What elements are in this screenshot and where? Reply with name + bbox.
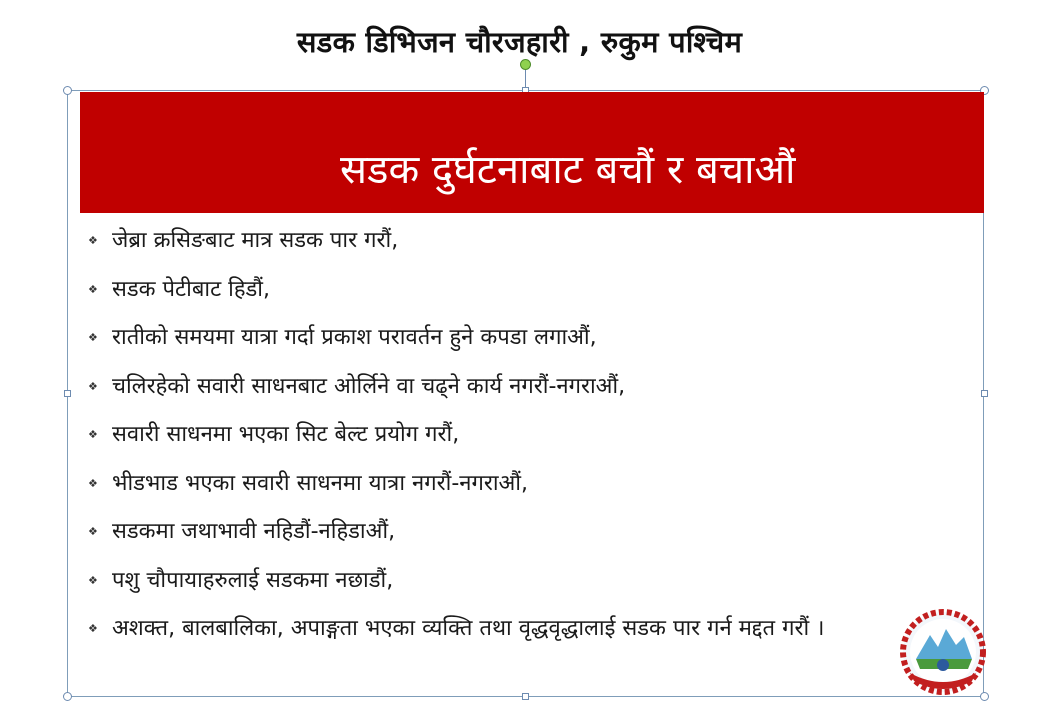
resize-handle-left[interactable]: [64, 390, 71, 397]
resize-handle-right[interactable]: [981, 390, 988, 397]
banner-title: सडक दुर्घटनाबाट बचौं र बचाऔं: [340, 147, 796, 193]
list-item: [88, 273, 824, 322]
list-item: [88, 321, 824, 370]
list-item-text: भीडभाड भएका सवारी साधनमा यात्रा नगरौं-नगराऔं,: [112, 470, 529, 496]
bullet-diamond-icon: ❖: [88, 331, 98, 344]
list-item-text: जेब्रा क्रसिङबाट मात्र सडक पार गरौं,: [112, 228, 399, 253]
list-item-text: अशक्त, बालबालिका, अपाङ्गता भएका व्यक्ति तथा वृद्धवृद्धालाई सडक पार गर्न मद्दत गरौं ।: [112, 616, 825, 641]
bullet-diamond-icon: ❖: [88, 379, 98, 393]
resize-handle-bottom[interactable]: [522, 693, 529, 700]
safety-tips-list: [88, 224, 824, 661]
bullet-diamond-icon: ❖: [88, 622, 98, 635]
bullet-diamond-icon: ❖: [88, 428, 98, 441]
list-item-text: सवारी साधनमा भएका सिट बेल्ट प्रयोग गरौं,: [112, 422, 460, 447]
list-item: [88, 564, 824, 613]
nepal-government-emblem-icon: [898, 607, 988, 697]
list-item-text: सडकमा जथाभावी नहिडौं-नहिडाऔं,: [112, 519, 396, 544]
list-item-text: चलिरहेको सवारी साधनबाट ओर्लिने वा चढ्ने कार्य नगरौं-नगराऔं,: [112, 373, 626, 399]
list-item: [88, 224, 824, 273]
list-item-text: रातीको समयमा यात्रा गर्दा प्रकाश परावर्तन हुने कपडा लगाऔं,: [112, 325, 597, 350]
list-item: [88, 612, 824, 661]
bullet-diamond-icon: ❖: [88, 573, 98, 587]
list-item-text: सडक पेटीबाट हिडौं,: [112, 276, 270, 302]
page-title: सडक डिभिजन चौरजहारी , रुकुम पश्चिम: [296, 25, 743, 59]
bullet-diamond-icon: ❖: [88, 282, 98, 296]
bullet-diamond-icon: ❖: [88, 476, 98, 490]
resize-handle-top-left[interactable]: [63, 86, 72, 95]
bullet-diamond-icon: ❖: [88, 525, 98, 538]
list-item-text: पशु चौपायाहरुलाई सडकमा नछाडौं,: [112, 567, 394, 593]
bullet-diamond-icon: ❖: [88, 234, 98, 247]
list-item: [88, 370, 824, 419]
resize-handle-bottom-left[interactable]: [63, 692, 72, 701]
list-item: [88, 418, 824, 467]
list-item: [88, 467, 824, 516]
rotate-handle[interactable]: [520, 59, 531, 70]
list-item: [88, 515, 824, 564]
